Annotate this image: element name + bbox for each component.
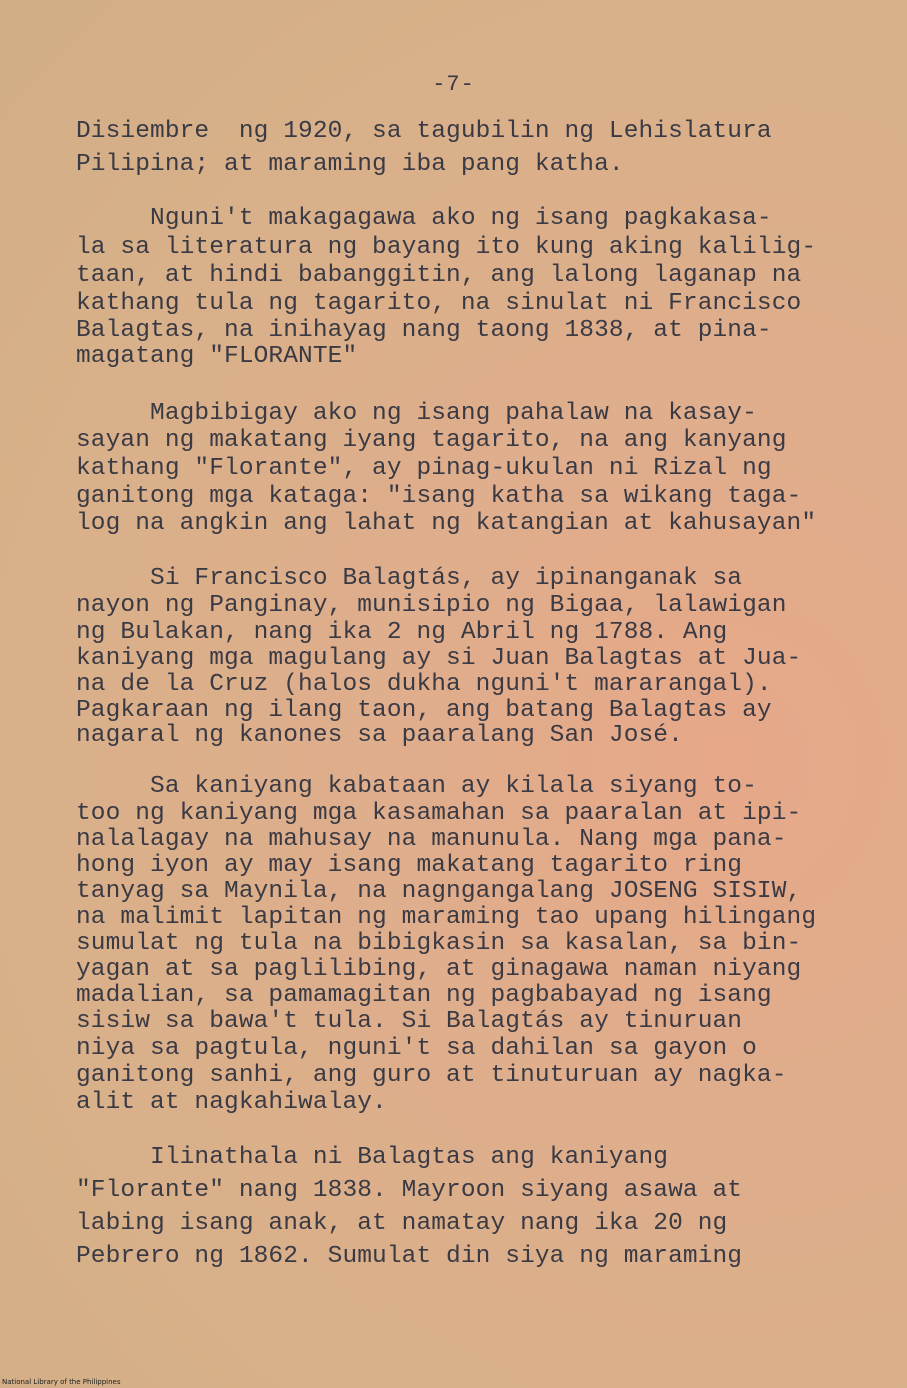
- text-line: nayon ng Panginay, munisipio ng Bigaa, lalawigan: [76, 592, 787, 619]
- text-line: alit at nagkahiwalay.: [76, 1089, 387, 1116]
- page-number: -7-: [432, 72, 475, 97]
- text-line: Magbibigay ako ng isang pahalaw na kasay-: [76, 400, 757, 427]
- text-line: Pagkaraan ng ilang taon, ang batang Balagtas ay: [76, 697, 772, 724]
- text-line: ng Bulakan, nang ika 2 ng Abril ng 1788. Ang: [76, 619, 728, 646]
- text-line: too ng kaniyang mga kasamahan sa paaralan at ipi-: [76, 800, 802, 827]
- text-line: magatang "FLORANTE": [76, 343, 358, 370]
- text-line: Disiembre ng 1920, sa tagubilin ng Lehislatura: [76, 118, 772, 145]
- text-line: la sa literatura ng bayang ito kung aking kalilig-: [76, 234, 817, 261]
- text-line: Pebrero ng 1862. Sumulat din siya ng maraming: [76, 1243, 743, 1270]
- text-line: Nguni't makagagawa ako ng isang pagkakasa-: [76, 205, 772, 232]
- text-line: na malimit lapitan ng maraming tao upang hilingang: [76, 904, 817, 931]
- text-line: Sa kaniyang kabataan ay kilala siyang to-: [76, 773, 757, 800]
- text-line: taan, at hindi babanggitin, ang lalong laganap na: [76, 262, 802, 289]
- text-line: kaniyang mga magulang ay si Juan Balagtas at Jua-: [76, 645, 802, 672]
- text-line: tanyag sa Maynila, na nagngangalang JOSENG SISIW,: [76, 878, 802, 905]
- text-line: hong iyon ay may isang makatang tagarito ring: [76, 852, 743, 879]
- text-line: Pilipina; at maraming iba pang katha.: [76, 151, 624, 178]
- text-line: nalalagay na mahusay na manunula. Nang mga pana-: [76, 826, 787, 853]
- text-line: Ilinathala ni Balagtas ang kaniyang: [76, 1144, 669, 1171]
- text-line: sayan ng makatang iyang tagarito, na ang kanyang: [76, 427, 787, 454]
- text-line: niya sa pagtula, nguni't sa dahilan sa gayon o: [76, 1035, 757, 1062]
- text-line: log na angkin ang lahat ng katangian at kahusayan": [76, 510, 817, 537]
- text-line: kathang tula ng tagarito, na sinulat ni Francisco: [76, 290, 802, 317]
- text-line: madalian, sa pamamagitan ng pagbabayad ng isang: [76, 982, 772, 1009]
- text-line: sumulat ng tula na bibigkasin sa kasalan, sa bin-: [76, 930, 802, 957]
- text-line: "Florante" nang 1838. Mayroon siyang asawa at: [76, 1177, 743, 1204]
- text-line: kathang "Florante", ay pinag-ukulan ni Rizal ng: [76, 455, 772, 482]
- text-line: ganitong sanhi, ang guro at tinuturuan ay nagka-: [76, 1062, 787, 1089]
- text-line: Balagtas, na inihayag nang taong 1838, at pina-: [76, 317, 772, 344]
- text-line: yagan at sa paglilibing, at ginagawa naman niyang: [76, 956, 802, 983]
- text-line: na de la Cruz (halos dukha nguni't mararangal).: [76, 671, 772, 698]
- text-line: ganitong mga kataga: "isang katha sa wikang taga-: [76, 483, 802, 510]
- text-line: nagaral ng kanones sa paaralang San José.: [76, 722, 683, 749]
- text-line: sisiw sa bawa't tula. Si Balagtás ay tinuruan: [76, 1008, 743, 1035]
- text-line: Si Francisco Balagtás, ay ipinanganak sa: [76, 565, 743, 592]
- footer-credit: National Library of the Philippines: [2, 1378, 121, 1386]
- text-line: labing isang anak, at namatay nang ika 20 ng: [76, 1210, 728, 1237]
